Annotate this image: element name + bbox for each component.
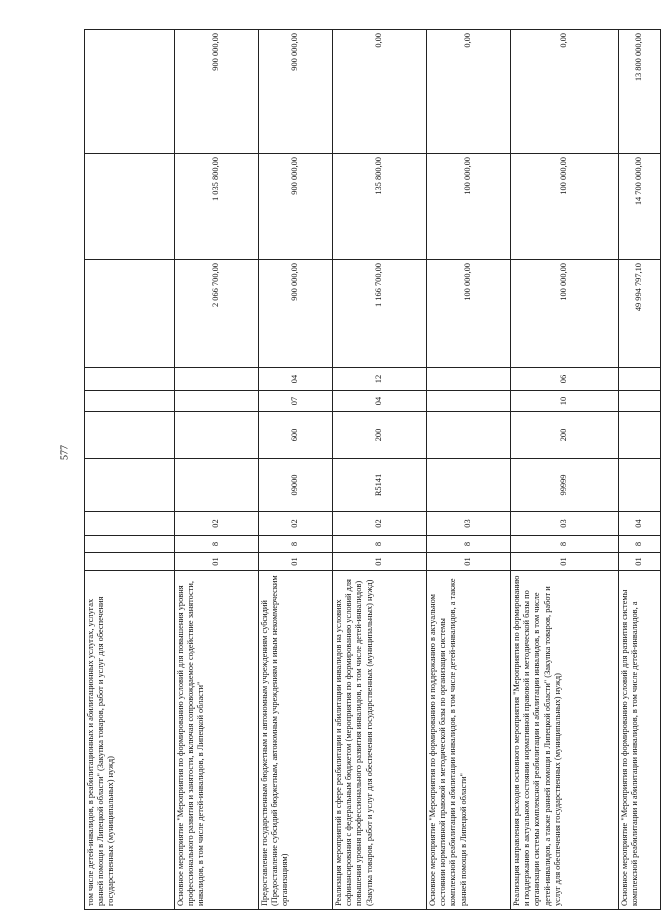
amount-cell: 14 700 000,00 <box>619 154 661 260</box>
code-cell: 200 <box>333 412 427 459</box>
code-cell: 200 <box>511 412 619 459</box>
code-cell <box>619 368 661 391</box>
code-cell: 02 <box>259 512 333 536</box>
code-cell <box>85 391 175 412</box>
code-cell <box>427 391 511 412</box>
code-cell: 04 <box>619 512 661 536</box>
code-cell: 04 <box>259 368 333 391</box>
table-row <box>85 30 175 910</box>
code-cell: 01 <box>259 553 333 571</box>
code-cell: 03 <box>427 512 511 536</box>
amount-cell: 100 000,00 <box>511 260 619 368</box>
code-cell <box>175 391 259 412</box>
code-cell: 07 <box>259 391 333 412</box>
amount-cell: 2 066 700,00 <box>175 260 259 368</box>
code-cell <box>427 368 511 391</box>
code-cell: 09000 <box>259 459 333 512</box>
amount-cell <box>85 260 175 368</box>
code-cell: 8 <box>511 536 619 553</box>
amount-cell: 1 035 800,00 <box>175 154 259 260</box>
code-cell: 10 <box>511 391 619 412</box>
table-row <box>619 30 661 910</box>
code-cell: 02 <box>333 512 427 536</box>
code-cell: 99999 <box>511 459 619 512</box>
code-cell: R5141 <box>333 459 427 512</box>
code-cell: 03 <box>511 512 619 536</box>
code-cell <box>175 412 259 459</box>
code-cell <box>85 368 175 391</box>
code-cell: 06 <box>511 368 619 391</box>
amount-cell: 1 166 700,00 <box>333 260 427 368</box>
code-cell: 8 <box>427 536 511 553</box>
amount-cell <box>85 154 175 260</box>
amount-cell: 100 000,00 <box>427 154 511 260</box>
amount-cell <box>85 30 175 154</box>
code-cell <box>85 412 175 459</box>
code-cell <box>427 459 511 512</box>
amount-cell: 0,00 <box>511 30 619 154</box>
code-cell <box>85 459 175 512</box>
table-row <box>333 30 427 910</box>
page-number: 577 <box>59 445 71 460</box>
row-name-cell: Основное мероприятие "Мероприятия по формированию условий для развития системы комплексной реабилитации и абилитации инвалидов, в том числе детей-инвалидов, а <box>619 571 661 910</box>
table-row <box>511 30 619 910</box>
code-cell <box>619 391 661 412</box>
row-name-cell: Реализация мероприятий в сфере реабилитации и абилитации инвалидов на условиях софинансирования с федеральным бюджетом (мероприятия по формированию условий для повышения уровня профессионального развития инвалидов, в том числе детей-инвалидов) (Закупка товаров, работ и услуг для обеспечения государственных (муниципальных) нужд) <box>333 571 427 910</box>
code-cell: 01 <box>175 553 259 571</box>
code-cell: 01 <box>333 553 427 571</box>
amount-cell: 135 800,00 <box>333 154 427 260</box>
table-row <box>175 30 259 910</box>
code-cell: 01 <box>619 553 661 571</box>
code-cell: 01 <box>511 553 619 571</box>
row-name-cell: том числе детей-инвалидов, в реабилитационных и абилитационных услугах, услугах ранней помощи в Липецкой области" (Закупка товаров, работ и услуг для обеспечения государственных (муниципальных) нужд) <box>85 571 175 910</box>
code-cell: 8 <box>259 536 333 553</box>
amount-cell: 0,00 <box>333 30 427 154</box>
code-cell <box>619 459 661 512</box>
code-cell <box>175 368 259 391</box>
code-cell: 8 <box>619 536 661 553</box>
table-row <box>259 30 333 910</box>
budget-table-viewport <box>84 30 644 910</box>
row-name-cell: Предоставление государственным бюджетным и автономным учреждениям субсидий (Предоставление субсидий бюджетным, автономным учреждениям и иным некоммерческим организациям) <box>259 571 333 910</box>
amount-cell: 49 994 797,10 <box>619 260 661 368</box>
code-cell <box>427 412 511 459</box>
amount-cell: 900 000,00 <box>259 154 333 260</box>
amount-cell: 900 000,00 <box>259 30 333 154</box>
code-cell: 01 <box>427 553 511 571</box>
budget-table <box>84 29 661 910</box>
table-row <box>427 30 511 910</box>
amount-cell: 900 000,00 <box>175 30 259 154</box>
row-name-cell: Реализация направления расходов основного мероприятия "Мероприятия по формированию и поддержанию в актуальном состоянии нормативной правовой и методической базы по организации системы комплексной реабилитации и абилитации инвалидов, в том числе детей-инвалидов, а также ранней помощи в Липецкой области" (Закупка товаров, работ и услуг для обеспечения государственных (муниципальных) нужд) <box>511 571 619 910</box>
amount-cell: 900 000,00 <box>259 260 333 368</box>
amount-cell: 13 800 000,00 <box>619 30 661 154</box>
amount-cell: 100 000,00 <box>511 154 619 260</box>
code-cell: 600 <box>259 412 333 459</box>
code-cell: 8 <box>175 536 259 553</box>
code-cell <box>85 553 175 571</box>
code-cell <box>175 459 259 512</box>
code-cell: 04 <box>333 391 427 412</box>
code-cell: 8 <box>333 536 427 553</box>
code-cell <box>619 412 661 459</box>
code-cell: 12 <box>333 368 427 391</box>
code-cell <box>85 512 175 536</box>
code-cell <box>85 536 175 553</box>
row-name-cell: Основное мероприятие "Мероприятия по формированию и поддержанию в актуальном состоянии нормативной правовой и методической базы по организации системы комплексной реабилитации и абилитации инвалидов, в том числе детей-инвалидов, а также ранней помощи в Липецкой области" <box>427 571 511 910</box>
row-name-cell: Основное мероприятие "Мероприятия по формированию условий для повышения уровня профессионального развития и занятости, включая сопровождаемое содействие занятости, инвалидов, в том числе детей-инвалидов, в Липецкой области" <box>175 571 259 910</box>
amount-cell: 0,00 <box>427 30 511 154</box>
amount-cell: 100 000,00 <box>427 260 511 368</box>
code-cell: 02 <box>175 512 259 536</box>
